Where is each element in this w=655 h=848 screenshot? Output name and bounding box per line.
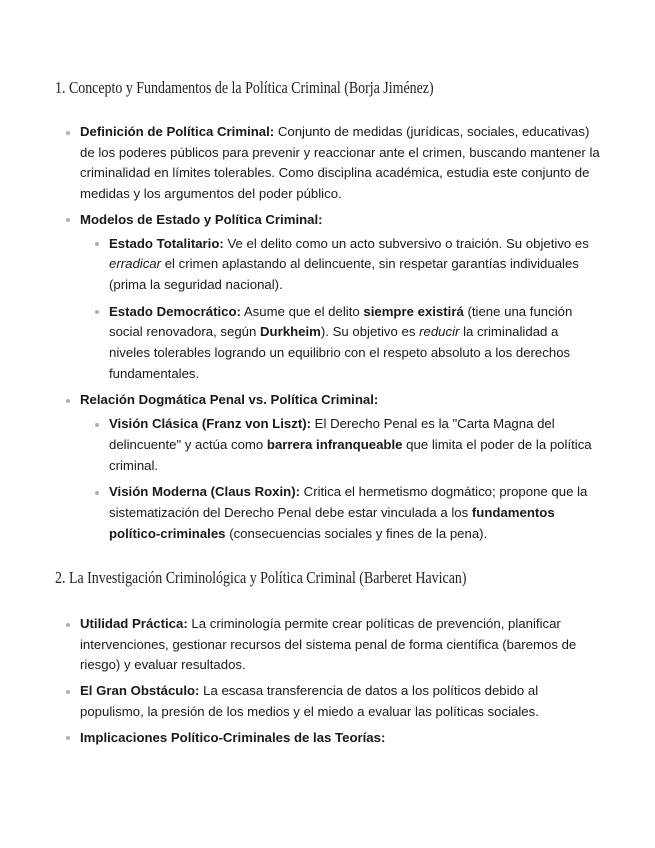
term-text: Critica el hermetismo dogmático; propone que la sistematización del Derecho Penal debe estar vinculada a los: [109, 484, 588, 520]
section-heading-1: 1. Concepto y Fundamentos de la Política Criminal (Borja Jiménez): [55, 78, 434, 97]
term-label: Implicaciones Político-Criminales de las Teorías:: [80, 729, 386, 745]
bold-text: barrera infranqueable: [266, 436, 403, 452]
sub-item-vision-moderna: [109, 482, 600, 544]
term-text: El Derecho Penal es la "Carta Magna del delincuente" y actúa como: [109, 416, 555, 452]
term-label: Definición de Política Criminal:: [80, 124, 275, 139]
term-label: Estado Democrático:: [109, 303, 241, 319]
term-label: Utilidad Práctica:: [80, 616, 188, 631]
term-text: Ve el delito como un acto subversivo o traición. Su objetivo es: [223, 235, 589, 251]
sub-item-vision-clasica: [109, 414, 600, 476]
bold-text: Durkheim: [260, 324, 321, 340]
sub-list-modelos: [109, 234, 600, 385]
term-label: El Gran Obstáculo:: [80, 683, 200, 699]
sub-item-estado-democratico: [109, 302, 600, 385]
term-label: Visión Clásica (Franz von Liszt):: [109, 416, 312, 432]
term-label: Modelos de Estado y Política Criminal:: [80, 211, 323, 227]
list-item-implicaciones: [80, 728, 600, 749]
sub-item-estado-totalitario: [109, 234, 600, 296]
term-text: (consecuencias sociales y fines de la pena).: [225, 525, 488, 541]
term-text: el crimen aplastando al delincuente, sin respetar garantías individuales (prima la seguridad nacional).: [109, 256, 579, 292]
emphasis-text: erradicar: [109, 256, 162, 272]
sub-list-relacion: [109, 414, 600, 544]
list-item-relacion-dogmatica: [80, 390, 600, 544]
list-item-modelos-estado: [80, 210, 600, 385]
term-text: ). Su objetivo es: [320, 324, 420, 340]
term-text: la criminalidad a niveles tolerables logrando un equilibrio con el respeto absoluto a los derechos fundamentales.: [109, 324, 571, 381]
term-text: La criminología permite crear políticas de prevención, planificar intervenciones, gestionar recursos del sistema penal de forma científica (baremos de riesgo) y evaluar resultados.: [80, 616, 577, 673]
term-text: Asume que el delito: [240, 303, 364, 319]
section-heading-2: 2. La Investigación Criminológica y Política Criminal (Barberet Havican): [55, 568, 467, 587]
list-item-utilidad-practica: [80, 614, 600, 676]
section-1-list: [80, 122, 600, 550]
term-text: que limita el poder de la política criminal.: [109, 436, 592, 473]
term-text: La escasa transferencia de datos a los políticos debido al populismo, la presión de los medios y el miedo a evaluar las políticas sociales.: [80, 683, 539, 719]
term-text: (tiene una función social renovadora, según: [109, 303, 573, 340]
emphasis-text: reducir: [419, 324, 460, 340]
list-item-gran-obstaculo: [80, 681, 600, 722]
term-label: Estado Totalitario:: [109, 235, 224, 251]
term-text: Conjunto de medidas (jurídicas, sociales, educativas) de los poderes públicos para prevenir y reaccionar ante el crimen, buscando mantener la criminalidad en límites tolerables. Como disciplina académica, estudia este conjunto de medidas y los argumentos del poder público.: [80, 124, 600, 202]
bold-text: fundamentos político-criminales: [109, 504, 555, 541]
term-label: Relación Dogmática Penal vs. Política Criminal:: [80, 392, 379, 408]
bold-text: siempre existirá: [363, 303, 464, 319]
list-item-definicion: [80, 122, 600, 205]
section-2-list: [80, 614, 600, 753]
term-label: Visión Moderna (Claus Roxin):: [109, 484, 300, 500]
